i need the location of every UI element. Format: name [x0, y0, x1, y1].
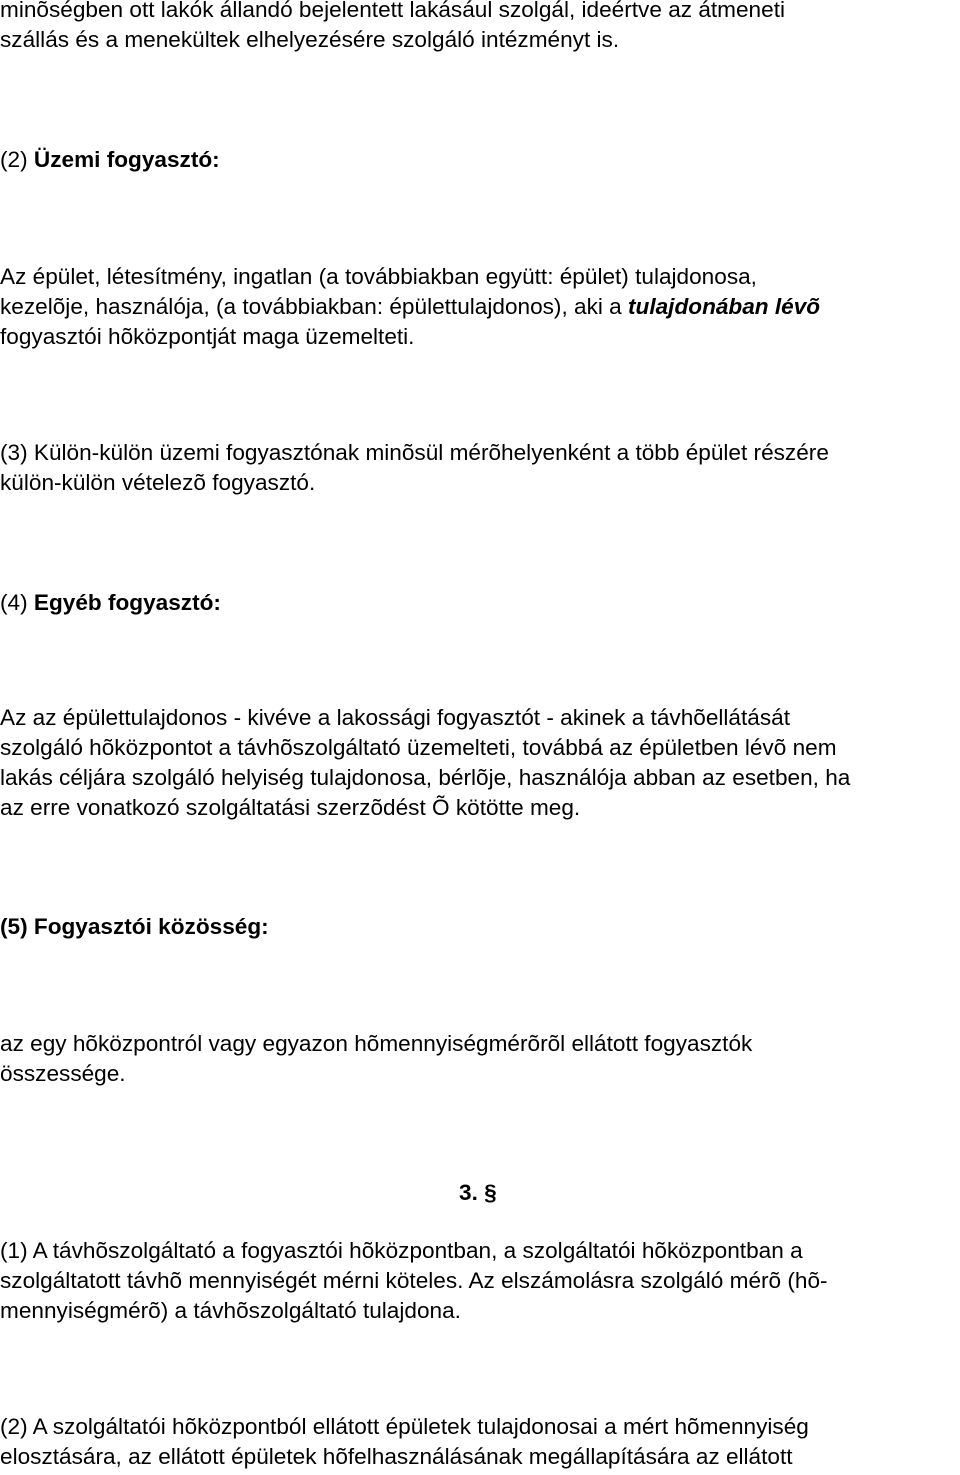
para-4-body: [0, 703, 960, 823]
text-line: Az épület, létesítmény, ingatlan (a továbbiakban együtt: épület) tulajdonosa,: [0, 264, 757, 289]
text-line: fogyasztói hõközpontját maga üzemelteti.: [0, 324, 415, 349]
para-2-heading: [0, 145, 960, 175]
para-5-heading: [0, 912, 960, 942]
text-line: szállás és a menekültek elhelyezésére szolgáló intézményt is.: [0, 27, 620, 52]
para-3: [0, 438, 960, 498]
text-line: mennyiségmérõ) a távhõszolgáltató tulajdona.: [0, 1298, 461, 1323]
text-line: összessége.: [0, 1061, 126, 1086]
text-line: (1) A távhõszolgáltató a fogyasztói hõközpontban, a szolgáltatói hõközpontban a: [0, 1238, 803, 1263]
text-line: külön-külön vételezõ fogyasztó.: [0, 470, 316, 495]
text-line: [0, 292, 960, 322]
text-line: minõségben ott lakók állandó bejelentett lakásául szolgál, ideértve az átmeneti: [0, 0, 785, 22]
para-number: (2): [0, 147, 28, 172]
para-number: (4): [0, 590, 28, 615]
section-heading: Egyéb fogyasztó:: [33, 590, 221, 615]
text-line: lakás céljára szolgáló helyiség tulajdonosa, bérlõje, használója abban az esetben, ha: [0, 765, 851, 790]
section-3-para-2: [0, 1412, 960, 1472]
intro-paragraph: [0, 0, 960, 55]
text-line: szolgáló hõközpontot a távhõszolgáltató üzemelteti, továbbá az épületben lévõ nem: [0, 735, 837, 760]
emphasized-text: tulajdonában lévõ: [628, 294, 821, 319]
section-3-para-1: [0, 1236, 960, 1326]
text-run: kezelõje, használója, (a továbbiakban: épülettulajdonos), aki a: [0, 294, 629, 319]
text-line: (2) A szolgáltatói hõközpontból ellátott épületek tulajdonosai a mért hõmennyiség: [0, 1414, 809, 1439]
text-line: szolgáltatott távhõ mennyiségét mérni köteles. Az elszámolásra szolgáló mérõ (hõ-: [0, 1268, 828, 1293]
section-heading: (5) Fogyasztói közösség:: [0, 914, 269, 939]
text-line: az egy hõközpontról vagy egyazon hõmennyiségmérõrõl ellátott fogyasztók: [0, 1031, 753, 1056]
text-line: az erre vonatkozó szolgáltatási szerzõdést Õ kötötte meg.: [0, 795, 581, 820]
text-line: elosztására, az ellátott épületek hõfelhasználásának megállapítására az ellátott: [0, 1444, 793, 1469]
section-3-heading: 3. §: [459, 1180, 497, 1205]
para-4-heading: [0, 588, 960, 618]
para-2-body: [0, 262, 960, 352]
para-5-body: [0, 1029, 960, 1089]
text-line: Az az épülettulajdonos - kivéve a lakossági fogyasztót - akinek a távhõellátását: [0, 705, 790, 730]
section-heading: Üzemi fogyasztó:: [33, 147, 220, 172]
text-line: (3) Külön-külön üzemi fogyasztónak minõsül mérõhelyenként a több épület részére: [0, 440, 829, 465]
